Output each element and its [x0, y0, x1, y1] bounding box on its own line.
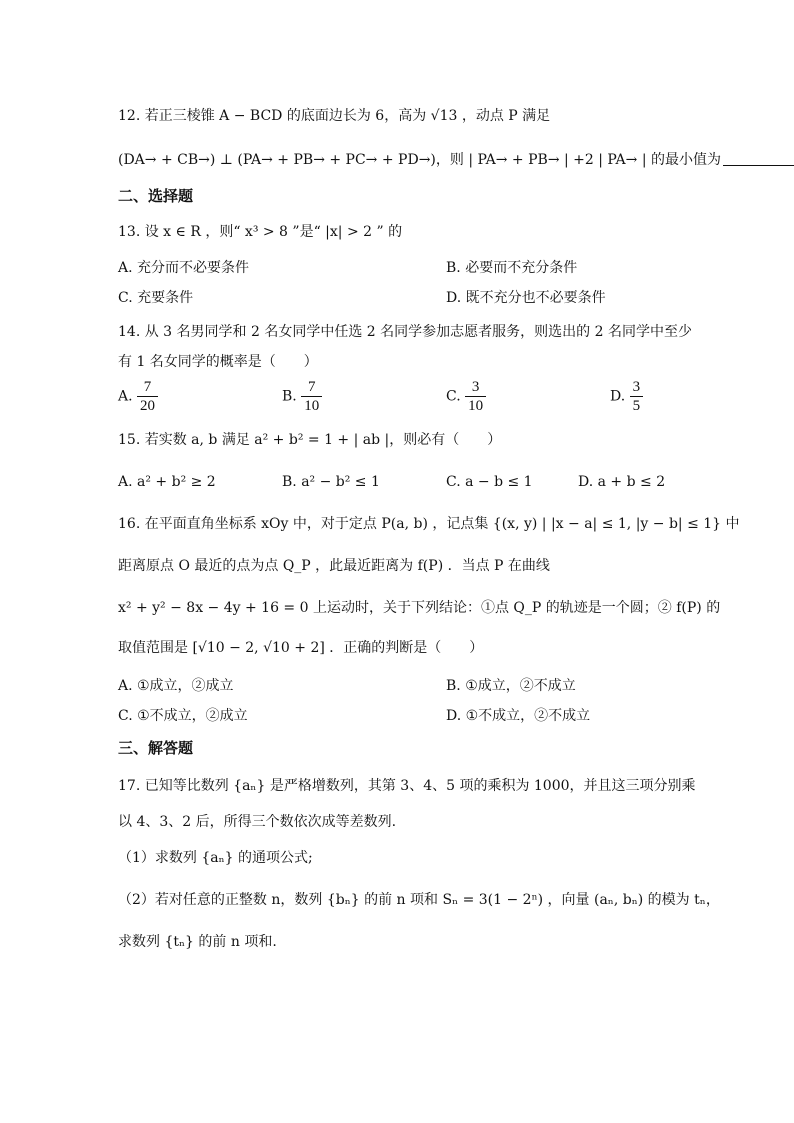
q14-option-b-fraction	[301, 378, 322, 415]
denominator: 10	[468, 398, 484, 414]
q14-option-a-fraction	[137, 378, 158, 415]
q13-option-b: B. 必要而不充分条件	[446, 260, 578, 276]
denominator: 10	[304, 398, 320, 414]
q16-option-a: A. ①成立，②成立	[118, 678, 234, 694]
numerator: 3	[465, 378, 486, 397]
q17-part1: （1）求数列 {aₙ} 的通项公式;	[118, 850, 313, 866]
denominator: 20	[140, 398, 156, 414]
numerator: 7	[137, 378, 158, 397]
q14-option-d	[610, 378, 643, 415]
numerator: 7	[301, 378, 322, 397]
q14-option-b	[282, 378, 322, 415]
q15-option-d: D. a + b ≤ 2	[578, 474, 666, 490]
q16-line4: 取值范围是 [√10 − 2, √10 + 2] ．正确的判断是（ ）	[118, 640, 484, 656]
q13-option-a: A. 充分而不必要条件	[118, 260, 250, 276]
q16-option-c: C. ①不成立，②成立	[118, 708, 248, 724]
q14-option-d-fraction	[630, 378, 644, 415]
q16-line2: 距离原点 O 最近的点为点 Q_P ，此最近距离为 f(P) ．当点 P 在曲线	[118, 558, 550, 574]
q12-line2-text: (DA→ + CB→) ⊥ (PA→ + PB→ + PC→ + PD→)，则 | PA→ + PB→ | +2 | PA→ | 的最小值为	[118, 152, 722, 168]
q16-option-d: D. ①不成立，②不成立	[446, 708, 591, 724]
section-title-answer: 三、解答题	[118, 739, 194, 757]
q14-option-a-label: A.	[118, 388, 133, 405]
q14-option-b-label: B.	[282, 388, 297, 405]
q12-answer-blank	[723, 151, 794, 166]
q13-option-c: C. 充要条件	[118, 290, 194, 306]
q15-stem: 15. 若实数 a, b 满足 a² + b² = 1 + | ab |，则必有（ ）	[118, 432, 502, 448]
q17-line1: 17. 已知等比数列 {aₙ} 是严格增数列，其第 3、4、5 项的乘积为 1000，并且这三项分别乘	[118, 778, 696, 794]
q17-part2-continued: 求数列 {tₙ} 的前 n 项和.	[118, 934, 277, 950]
q12-line2	[118, 150, 794, 170]
q14-option-d-label: D.	[610, 388, 626, 405]
q17-part2: （2）若对任意的正整数 n，数列 {bₙ} 的前 n 项和 Sₙ = 3(1 − 2ⁿ) ，向量 (aₙ, bₙ) 的模为 tₙ，	[118, 892, 720, 908]
q14-option-c-label: C.	[446, 388, 461, 405]
q13-option-d: D. 既不充分也不必要条件	[446, 290, 606, 306]
q15-option-c: C. a − b ≤ 1	[446, 474, 533, 490]
q14-stem-line1: 14. 从 3 名男同学和 2 名女同学中任选 2 名同学参加志愿者服务，则选出的 2 名同学中至少	[118, 324, 692, 340]
q16-line3: x² + y² − 8x − 4y + 16 = 0 上运动时，关于下列结论：①点 Q_P 的轨迹是一个圆；② f(P) 的	[118, 600, 721, 616]
q17-line2: 以 4、3、2 后，所得三个数依次成等差数列.	[118, 814, 397, 830]
q13-stem: 13. 设 x ∈ R ，则“ x³ > 8 ”是“ |x| > 2 ” 的	[118, 224, 403, 240]
q15-option-a: A. a² + b² ≥ 2	[118, 474, 216, 490]
q14-option-c-fraction	[465, 378, 486, 415]
denominator: 5	[632, 398, 641, 414]
q12-line1: 12. 若正三棱锥 A − BCD 的底面边长为 6，高为 √13 ，动点 P 满足	[118, 108, 551, 124]
q14-option-c	[446, 378, 486, 415]
q15-option-b: B. a² − b² ≤ 1	[282, 474, 380, 490]
numerator: 3	[630, 378, 644, 397]
q14-option-a	[118, 378, 158, 415]
q16-option-b: B. ①成立，②不成立	[446, 678, 576, 694]
section-title-choice: 二、选择题	[118, 187, 194, 205]
q14-stem-line2: 有 1 名女同学的概率是（ ）	[118, 354, 318, 370]
q16-line1: 16. 在平面直角坐标系 xOy 中，对于定点 P(a, b) ，记点集 {(x, y) | |x − a| ≤ 1, |y − b| ≤ 1} 中	[118, 516, 740, 532]
